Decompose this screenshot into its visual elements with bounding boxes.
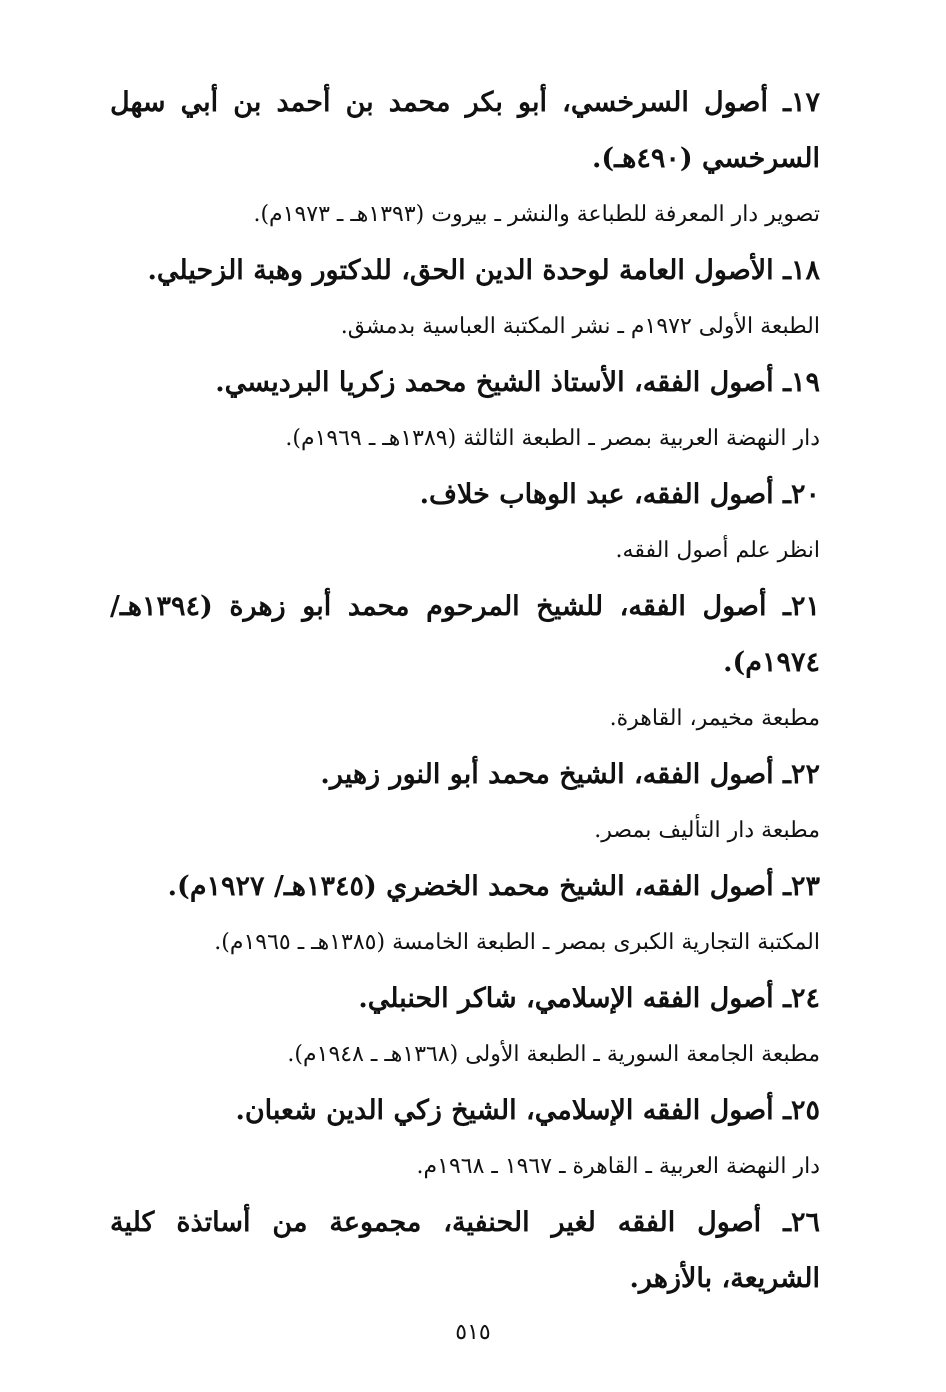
entry-title-25: ٢٥ـ أصول الفقه الإسلامي، الشيخ زكي الدين شعبان. <box>235 1095 820 1126</box>
entry-title-24: ٢٤ـ أصول الفقه الإسلامي، شاكر الحنبلي. <box>358 983 820 1014</box>
entry-detail-24: مطبعة الجامعة السورية ـ الطبعة الأولى (١٣٦٨هـ ـ ١٩٤٨م). <box>287 1042 820 1067</box>
entry-detail-17: تصوير دار المعرفة للطباعة والنشر ـ بيروت (١٣٩٣هـ ـ ١٩٧٣م). <box>253 202 820 227</box>
entry-title-17: ١٧ـ أصول السرخسي، أبو بكر محمد بن أحمد بن أبي سهل السرخسي (٤٩٠هـ). <box>110 87 820 174</box>
page-number: ٥١٥ <box>455 1320 491 1345</box>
entry-title-20: ٢٠ـ أصول الفقه، عبد الوهاب خلاف. <box>419 479 820 510</box>
entry-detail-20: انظر علم أصول الفقه. <box>615 538 820 563</box>
entry-title-23: ٢٣ـ أصول الفقه، الشيخ محمد الخضري (١٣٤٥هـ/ ١٩٢٧م). <box>167 871 820 902</box>
entry-detail-22: مطبعة دار التأليف بمصر. <box>594 818 820 843</box>
entry-title-22: ٢٢ـ أصول الفقه، الشيخ محمد أبو النور زهير. <box>320 759 820 790</box>
entry-title-21: ٢١ـ أصول الفقه، للشيخ المرحوم محمد أبو زهرة (١٣٩٤هـ/ ١٩٧٤م). <box>110 591 820 678</box>
entry-title-26: ٢٦ـ أصول الفقه لغير الحنفية، مجموعة من أساتذة كلية الشريعة، بالأزهر. <box>110 1207 820 1294</box>
entry-title-19: ١٩ـ أصول الفقه، الأستاذ الشيخ محمد زكريا البرديسي. <box>215 367 820 398</box>
entry-detail-18: الطبعة الأولى ١٩٧٢م ـ نشر المكتبة العباسية بدمشق. <box>340 314 820 339</box>
entry-title-18: ١٨ـ الأصول العامة لوحدة الدين الحق، للدكتور وهبة الزحيلي. <box>147 255 820 286</box>
entry-detail-21: مطبعة مخيمر، القاهرة. <box>609 706 820 731</box>
entry-detail-23: المكتبة التجارية الكبرى بمصر ـ الطبعة الخامسة (١٣٨٥هـ ـ ١٩٦٥م). <box>214 930 820 955</box>
entry-detail-19: دار النهضة العربية بمصر ـ الطبعة الثالثة (١٣٨٩هـ ـ ١٩٦٩م). <box>285 426 820 451</box>
bibliography-page <box>110 75 865 1307</box>
entry-detail-25: دار النهضة العربية ـ القاهرة ـ ١٩٦٧ ـ ١٩٦٨م. <box>416 1154 820 1179</box>
